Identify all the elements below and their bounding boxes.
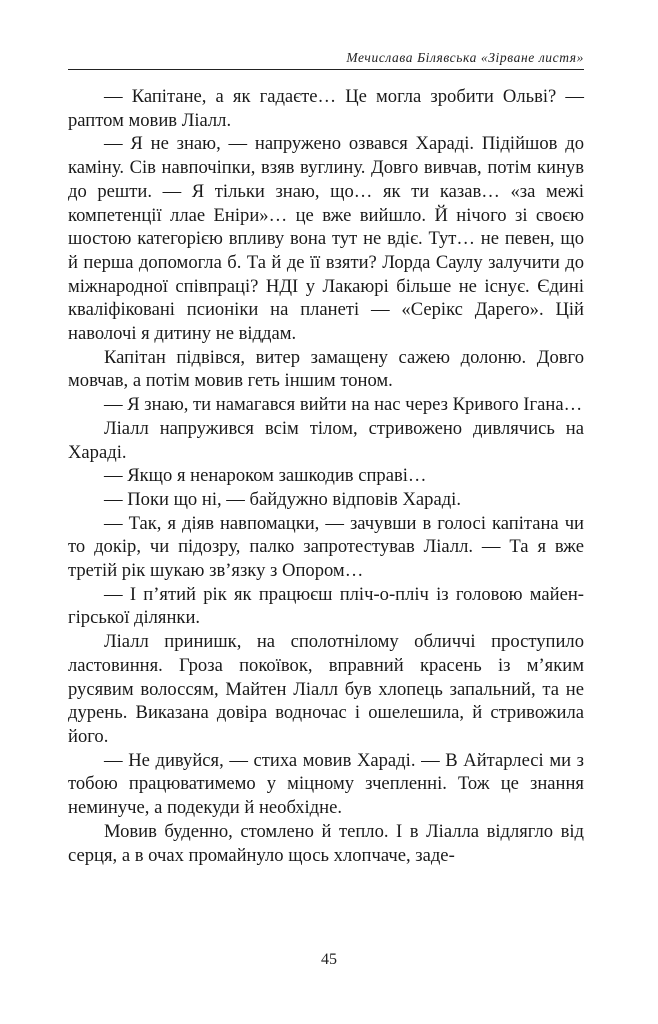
paragraph: — Капітане, а як гадаєте… Це могла зробити Ольві? — раптом мовив Ліалл. [68,86,584,131]
running-header [68,47,584,70]
body-text [68,85,584,867]
paragraph: Капітан підвівся, витер замащену сажею долоню. Довго мовчав, а потім мовив геть іншим тоном. [68,346,584,392]
paragraph: — Я не знаю, — напружено озвався Хараді. Підійшов до каміну. Сів навпочіпки, взяв вуглину. Довго вивчав, потім кинув до решти. — Я тільки знаю, що… як ти казав… «за межі компетенції ллае Еніри»… це вже вийшло. Й нічого зі своєю шостою категорією впливу вона тут не вдіє. Тут… не певен, що й перша допомогла б. Та й де її взяти? Лорда Саулу залучити до міжнародної співпраці? НДІ у Лакаюрі більше не існує. Єдині кваліфіковані псионіки на планеті — «Серікс Дарего». Цій наволочі я дитину не віддам. [68,133,584,345]
paragraph: — Поки що ні, — байдужно відповів Хараді. [104,488,461,510]
page-number: 45 [321,951,337,968]
paragraph: — Так, я діяв навпомацки, — зачувши в голосі капітана чи то докір, чи підозру, палко запротестував Ліалл. — Та я вже третій рік шукаю зв’язку з Опором… [68,512,584,582]
paragraph: Ліалл напружився всім тілом, стривожено дивлячись на Хараді. [68,417,584,463]
paragraph: — Не дивуйся, — стиха мовив Хараді. — В Айтарлесі ми з тобою працюватимемо у міцному зчепленні. Тож це знання неминуче, а подекуди й необхідне. [68,749,584,819]
paragraph: Мовив буденно, стомлено й тепло. І в Ліалла відлягло від серця, а в очах промайнуло щось хлопчаче, заде- [68,820,584,866]
paragraph: Ліалл принишк, на сполотнілому обличчі проступило ластовиння. Гроза покоївок, вправний красень із м’яким русявим волоссям, Майтен Ліалл був хлопець запальний, та не дурень. Виказана довіра водночас і ошелешила, й стривожила його. [68,631,584,747]
paragraph: — Якщо я ненароком зашкодив справі… [104,465,427,487]
paragraph: — І п’ятий рік як працюєш пліч-о-пліч із головою майен-гірської ділянки. [68,583,584,629]
paragraph: — Я знаю, ти намагався вийти на нас через Кривого Ігана… [104,394,583,416]
running-header-title: Мечислава Білявська «Зірване листя» [346,50,584,65]
